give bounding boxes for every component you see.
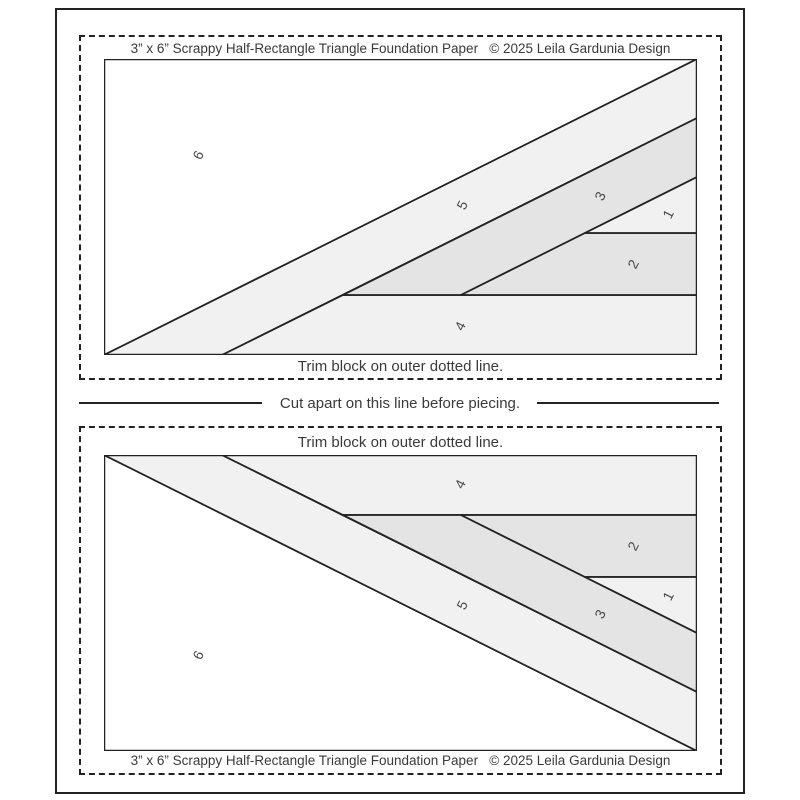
bottom-piece-1-label: 1 <box>659 588 677 604</box>
bottom-piece-4-label: 4 <box>451 476 469 492</box>
bottom-piece-2-label: 2 <box>624 538 642 554</box>
top-block-title: 3” x 6” Scrappy Half-Rectangle Triangle Foundation Paper © 2025 Leila Gardunia Design <box>130 41 671 56</box>
top-piece-5-label: 5 <box>453 197 471 213</box>
bottom-piece-6-label: 6 <box>189 647 207 663</box>
bottom-block-trim-note: Trim block on outer dotted line. <box>297 434 504 451</box>
bottom-piece-3-label: 3 <box>591 606 609 622</box>
top-block-trim-note: Trim block on outer dotted line. <box>297 358 504 375</box>
top-piece-4-label: 4 <box>451 318 469 334</box>
top-piece-6-label: 6 <box>189 147 207 163</box>
bottom-piece-5-label: 5 <box>453 597 471 613</box>
cut-line-right-segment <box>537 402 719 404</box>
top-piece-2-label: 2 <box>624 256 642 272</box>
top-block-diagram <box>104 59 697 355</box>
cut-apart-note: Cut apart on this line before piecing. <box>279 395 521 412</box>
top-piece-1-label: 1 <box>659 206 677 222</box>
bottom-block-title: 3” x 6” Scrappy Half-Rectangle Triangle Foundation Paper © 2025 Leila Gardunia Design <box>130 753 671 768</box>
bottom-block-diagram <box>104 455 697 751</box>
top-piece-3-label: 3 <box>591 188 609 204</box>
